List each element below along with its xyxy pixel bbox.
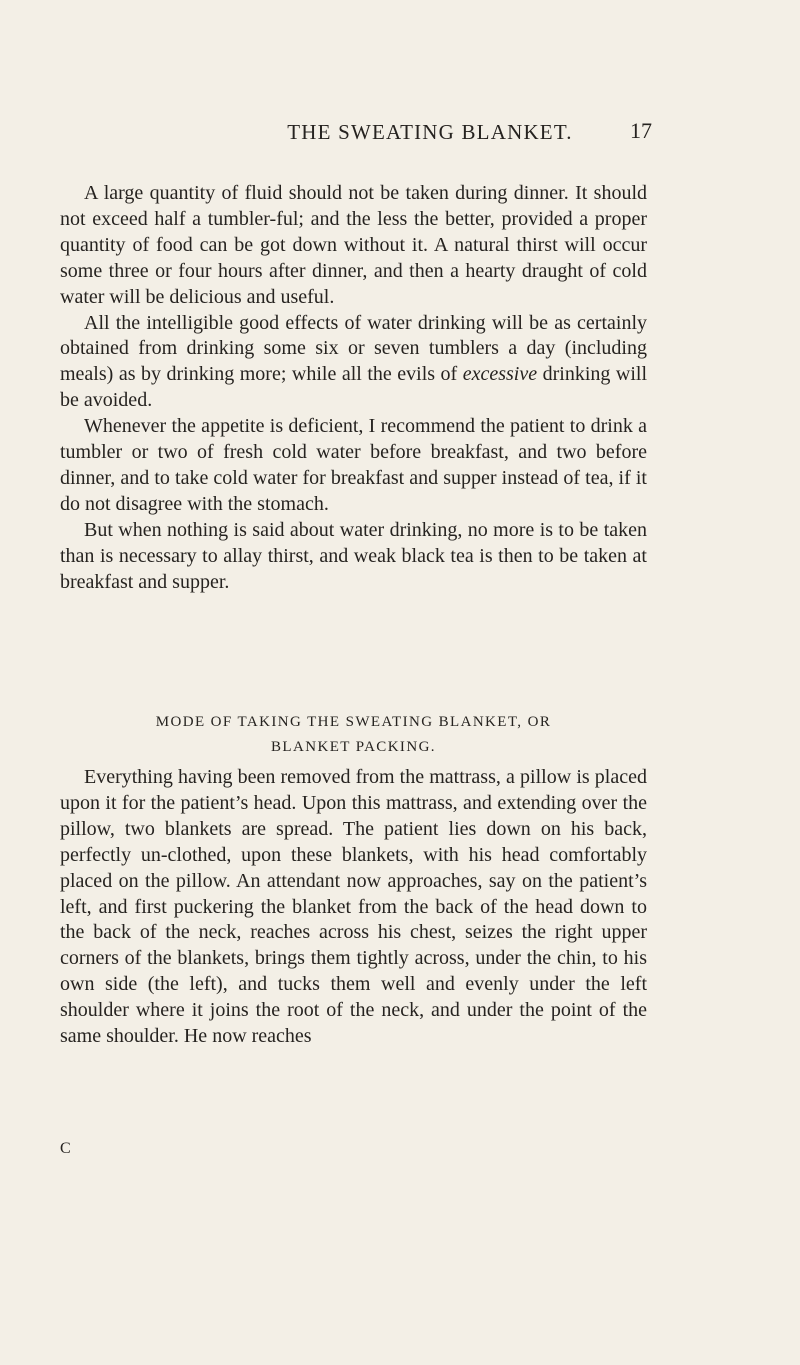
paragraph-water-effects [60,311,647,415]
signature-mark: C [60,1140,71,1157]
body-text-section [60,765,647,1050]
paragraph-fluid-dinner: A large quantity of fluid should not be taken during dinner. It should not exceed half a tumbler-ful; and the less the better, provided a proper quantity of food can be got down without it. A natural thirst will occur some three or four hours after dinner, and then a hearty draught of cold water will be delicious and useful. [60,182,647,308]
paragraph-water-effects-start: All the intelligible good effects of water drinking will be as certainly obtained from drinking some six or seven tumblers a day (including meals) as by drinking more; while all the evils of [60,311,647,386]
section-heading-line-2: BLANKET PACKING. [271,739,436,755]
body-text-upper [60,181,647,596]
section-heading [60,710,647,760]
running-title: THE SWEATING BLANKET. [287,120,573,144]
paragraph-water-effects-end: drinking will be avoided. [60,363,648,412]
page-header [60,120,800,160]
section-heading-line-1: MODE OF TAKING THE SWEATING BLANKET, OR [155,714,552,730]
paragraph-no-water: But when nothing is said about water drinking, no more is to be taken than is necessary to allay thirst, and weak black tea is then to be taken at breakfast and supper. [60,518,647,593]
paragraph-appetite: Whenever the appetite is deficient, I recommend the patient to drink a tumbler or two of fresh cold water before breakfast, and two before dinner, and to take cold water for breakfast and supper instead of tea, if it do not disagree with the stomach. [60,415,647,515]
paragraph-blanket-packing: Everything having been removed from the mattrass, a pillow is placed upon it for the patient’s head. Upon this mattrass, and extending over the pillow, two blankets are spread. The patient lies down on his back, perfectly un-clothed, upon these blankets, with his head comfortably placed on the pillow. An attendant now approaches, say on the patient’s left, and first puckering the blanket from the back of the head down to the back of the neck, reaches across his chest, seizes the right upper corners of the blankets, brings them tightly across, under the chin, to his own side (the left), and tucks them well and evenly under the left shoulder where it joins the root of the neck, and under the point of the same shoulder. He now reaches [60,766,647,1048]
emphasized-word: excessive [462,363,538,386]
page-number: 17 [630,118,652,143]
